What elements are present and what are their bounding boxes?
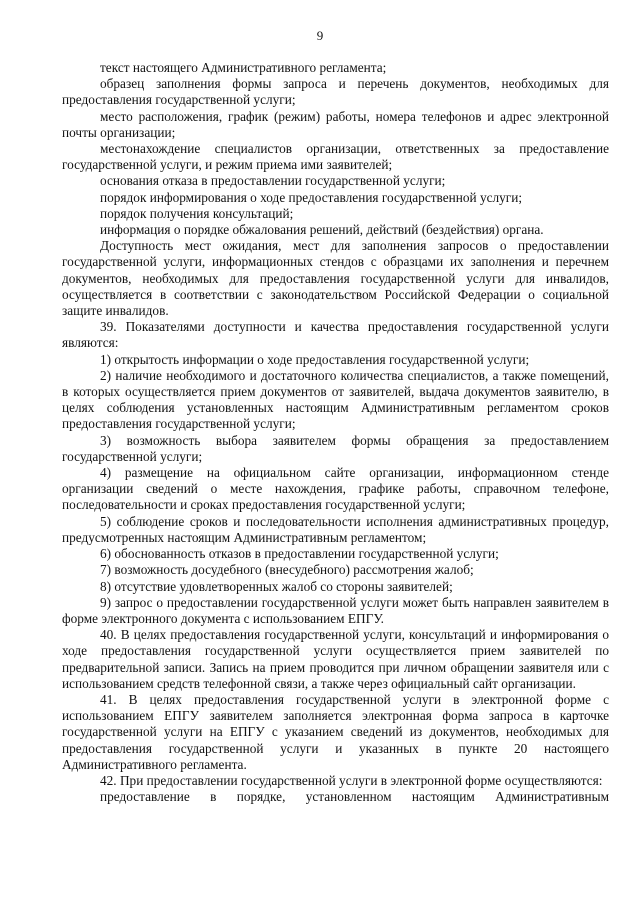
paragraph: 41. В целях предоставления государственной услуги в электронной форме с использованием ЕПГУ заявителем заполняется электронная форма запроса в карточке государственной услуги на ЕПГУ с указанием сведений из документов, необходимых для предоставления государственной услуги и указанных в пункте 20 настоящего Административного регламента. <box>62 691 609 772</box>
paragraph: 3) возможность выбора заявителем формы обращения за предоставлением государственной услуги; <box>62 432 609 464</box>
page-number: 9 <box>316 28 324 43</box>
paragraph: 40. В целях предоставления государственной услуги, консультаций и информирования о ходе предоставления государственной услуги осуществляется прием заявителей по предварительной записи. Запись на прием проводится при личном обращении заявителя или с использованием средств телефонной связи, а также через официальный сайт организации. <box>62 627 609 691</box>
paragraph: информация о порядке обжалования решений, действий (бездействия) органа. <box>100 222 544 238</box>
paragraph: 4) размещение на официальном сайте организации, информационном стенде организации сведений о месте нахождения, графике работы, справочном телефоне, последовательности и сроках предоставления государственной услуги; <box>62 465 609 513</box>
paragraph: основания отказа в предоставлении государственной услуги; <box>100 173 446 189</box>
paragraph: 2) наличие необходимого и достаточного количества специалистов, а также помещений, в которых осуществляется прием документов от заявителей, выдача документов заявителю, в целях соблюдения установленных настоящим Административным регламентом сроков предоставления государственной услуги; <box>62 367 609 432</box>
paragraph: порядок получения консультаций; <box>100 205 294 221</box>
paragraph: текст настоящего Административного регламента; <box>100 60 387 75</box>
paragraph: местонахождение специалистов организации, ответственных за предоставление государственной услуги, и режим приема ими заявителей; <box>62 141 609 173</box>
paragraph: 8) отсутствие удовлетворенных жалоб со стороны заявителей; <box>100 578 453 594</box>
paragraph: предоставление в порядке, установленном настоящим Административным <box>100 789 609 805</box>
paragraph: 9) запрос о предоставлении государственной услуги может быть направлен заявителем в форме электронного документа с использованием ЕПГУ. <box>62 594 609 626</box>
document-body <box>62 60 609 805</box>
paragraph: 6) обоснованность отказов в предоставлении государственной услуги; <box>100 546 499 562</box>
paragraph: 42. При предоставлении государственной услуги в электронной форме осуществляются: <box>100 772 603 788</box>
paragraph: 7) возможность досудебного (внесудебного) рассмотрения жалоб; <box>100 562 474 578</box>
paragraph: место расположения, график (режим) работы, номера телефонов и адрес электронной почты организации; <box>62 108 609 140</box>
paragraph: 39. Показателями доступности и качества предоставления государственной услуги являются: <box>62 319 609 351</box>
paragraph: 1) открытость информации о ходе предоставления государственной услуги; <box>100 351 530 367</box>
paragraph: порядок информирования о ходе предоставления государственной услуги; <box>100 189 523 205</box>
paragraph: образец заполнения формы запроса и перечень документов, необходимых для предоставления государственной услуги; <box>62 76 609 108</box>
paragraph: 5) соблюдение сроков и последовательности исполнения административных процедур, предусмотренных настоящим Административным регламентом; <box>62 513 609 545</box>
paragraph: Доступность мест ожидания, мест для заполнения запросов о предоставлении государственной услуги, информационных стендов с образцами их заполнения и перечнем документов, необходимых для предоставления государственной услуги для инвалидов, осуществляется в соответствии с законодательством Российской Федерации о социальной защите инвалидов. <box>62 238 609 319</box>
